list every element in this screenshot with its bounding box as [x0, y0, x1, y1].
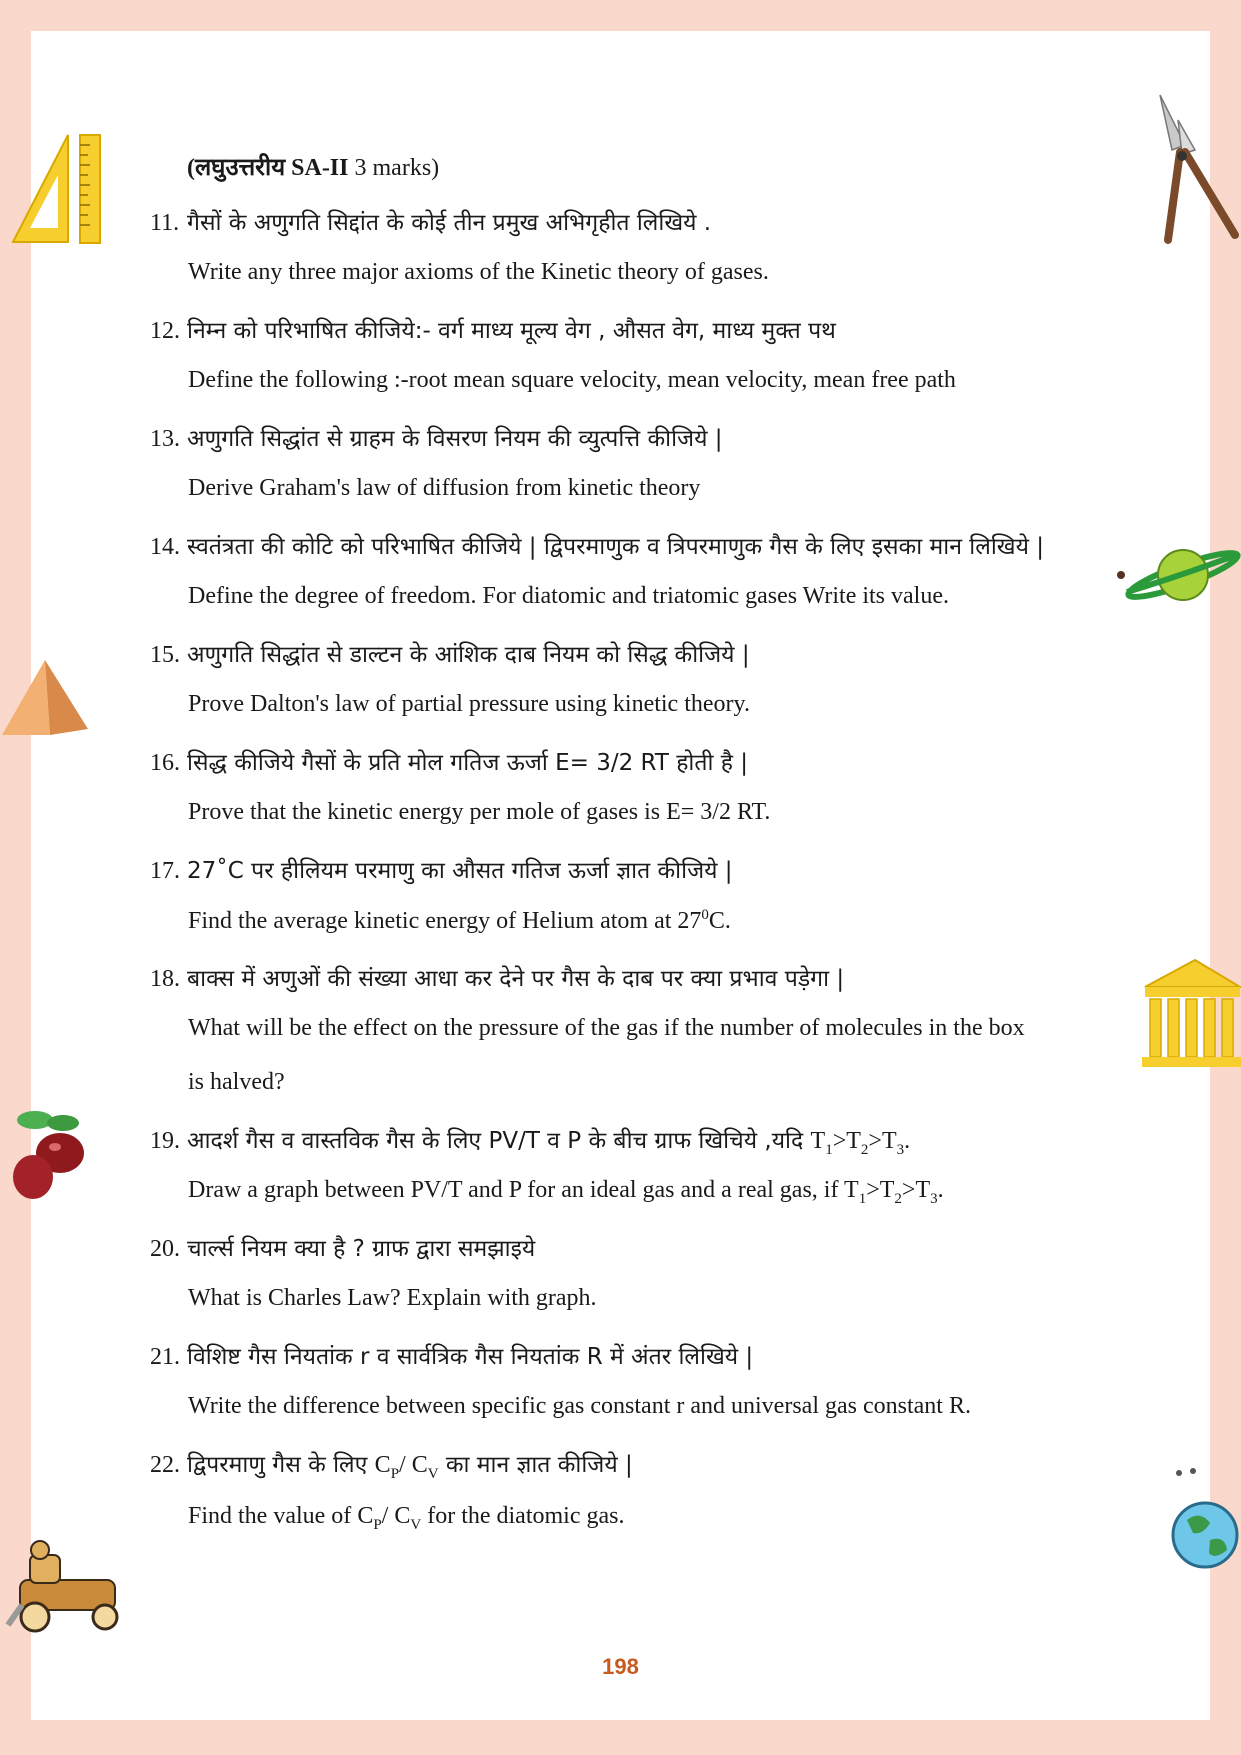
section-heading-bold: (लघुउत्तरीय SA-II: [187, 155, 349, 181]
q17-en-text: Find the average kinetic energy of Helium atom at 27: [188, 908, 702, 934]
degree-superscript: 0: [701, 907, 709, 923]
q22-en-end: for the diatomic gas.: [421, 1503, 625, 1529]
question-text-hindi-end: का मान ज्ञात कीजिये |: [438, 1452, 633, 1478]
planet-saturn-icon: [1115, 540, 1241, 610]
question-22-hindi: [150, 1447, 633, 1483]
question-12-hindi: [150, 313, 836, 345]
question-19-english: [188, 1177, 944, 1208]
question-number: 16.: [150, 750, 180, 776]
question-20-hindi: [150, 1231, 535, 1263]
question-21-hindi: [150, 1339, 753, 1371]
greek-temple-icon: [1140, 955, 1241, 1070]
question-text-hindi: 27˚C पर हीलियम परमाणु का औसत गतिज ऊर्जा ज्ञात कीजिये |: [187, 858, 733, 884]
cp-cv-ratio: $C_P/$ $C_V$: [357, 1503, 422, 1533]
question-13-hindi: [150, 421, 723, 453]
question-text-hindi: अणुगति सिद्धांत से ग्राहम के विसरण नियम की व्युत्पत्ति कीजिये |: [187, 426, 723, 452]
question-number: 11.: [150, 210, 180, 236]
question-number: 19.: [150, 1128, 180, 1154]
question-text-hindi: सिद्ध कीजिये गैसों के प्रति मोल गतिज ऊर्जा E= 3/2 RT होती है |: [187, 750, 749, 776]
temperature-inequality: $T_1>T_2>T_3$.: [844, 1177, 944, 1207]
question-14-english: Define the degree of freedom. For diatomic and triatomic gases Write its value.: [188, 583, 949, 609]
question-text-hindi: द्विपरमाणु गैस के लिए: [187, 1452, 368, 1478]
question-14-hindi: [150, 529, 1044, 561]
question-text-hindi: विशिष्ट गैस नियतांक r व सार्वत्रिक गैस नियतांक R में अंतर लिखिये |: [187, 1344, 754, 1370]
question-16-hindi: [150, 745, 748, 777]
question-11-english: Write any three major axioms of the Kinetic theory of gases.: [188, 259, 769, 285]
question-text-hindi: स्वतंत्रता की कोटि को परिभाषित कीजिये | द्विपरमाणुक व त्रिपरमाणुक गैस के लिए इसका मान लिखिये |: [187, 534, 1044, 560]
question-text-hindi: बाक्स में अणुओं की संख्या आधा कर देने पर गैस के दाब पर क्या प्रभाव पड़ेगा |: [187, 966, 845, 992]
question-number: 13.: [150, 426, 180, 452]
page-number: 198: [602, 1654, 639, 1679]
q22-en-text: Find the value of: [188, 1503, 352, 1529]
cp-cv-ratio: $C_P/$ $C_V$: [374, 1452, 439, 1482]
question-number: 22.: [150, 1452, 180, 1478]
question-18-english: What will be the effect on the pressure of the gas if the number of molecules in the box: [188, 1015, 1025, 1041]
question-15-hindi: [150, 637, 750, 669]
set-square-ruler-icon: [8, 130, 103, 245]
section-heading: [187, 150, 439, 183]
question-number: 20.: [150, 1236, 180, 1262]
question-13-english: Derive Graham's law of diffusion from kinetic theory: [188, 475, 701, 501]
question-11-hindi: [150, 205, 711, 237]
question-number: 18.: [150, 966, 180, 992]
section-heading-rest: 3 marks): [348, 155, 440, 181]
question-number: 12.: [150, 318, 180, 344]
question-number: 21.: [150, 1344, 180, 1370]
question-18-hindi: [150, 961, 844, 993]
pyramid-icon: [0, 655, 90, 740]
question-number: 17.: [150, 858, 180, 884]
question-number: 14.: [150, 534, 180, 560]
question-17-hindi: [150, 853, 733, 885]
q17-en-unit: C.: [708, 908, 731, 934]
question-15-english: Prove Dalton's law of partial pressure using kinetic theory.: [188, 691, 750, 717]
vintage-car-icon: [0, 1535, 130, 1635]
question-21-english: Write the difference between specific gas constant r and universal gas constant R.: [188, 1393, 971, 1419]
question-text-hindi: गैसों के अणुगति सिद्दांत के कोई तीन प्रमुख अभिगृहीत लिखिये .: [187, 210, 712, 236]
question-text-hindi: अणुगति सिद्धांत से डाल्टन के आंशिक दाब नियम को सिद्ध कीजिये |: [187, 642, 750, 668]
question-16-english: Prove that the kinetic energy per mole of gases is E= 3/2 RT.: [188, 799, 771, 825]
globe-earth-icon: [1165, 1465, 1241, 1575]
garden-shears-icon: [1150, 90, 1241, 245]
question-19-hindi: [150, 1123, 910, 1159]
red-fruit-icon: [5, 1105, 90, 1205]
question-text-hindi: आदर्श गैस व वास्तविक गैस के लिए PV/T व P के बीच ग्राफ खिचिये ,यदि: [187, 1128, 804, 1154]
question-18-english-cont: is halved?: [188, 1069, 285, 1095]
question-text-hindi: निम्न को परिभाषित कीजिये:- वर्ग माध्य मूल्य वेग , औसत वेग, माध्य मुक्त पथ: [187, 318, 836, 344]
temperature-inequality: $T_1>T_2>T_3$.: [810, 1128, 911, 1158]
question-number: 15.: [150, 642, 180, 668]
question-12-english: Define the following :-root mean square velocity, mean velocity, mean free path: [188, 367, 956, 393]
question-20-english: What is Charles Law? Explain with graph.: [188, 1285, 597, 1311]
q19-en-text: Draw a graph between PV/T and P for an ideal gas and a real gas, if: [188, 1177, 839, 1203]
question-text-hindi: चार्ल्स नियम क्या है ? ग्राफ द्वारा समझाइये: [187, 1236, 536, 1262]
question-17-english: [188, 907, 731, 935]
question-22-english: [188, 1503, 624, 1534]
